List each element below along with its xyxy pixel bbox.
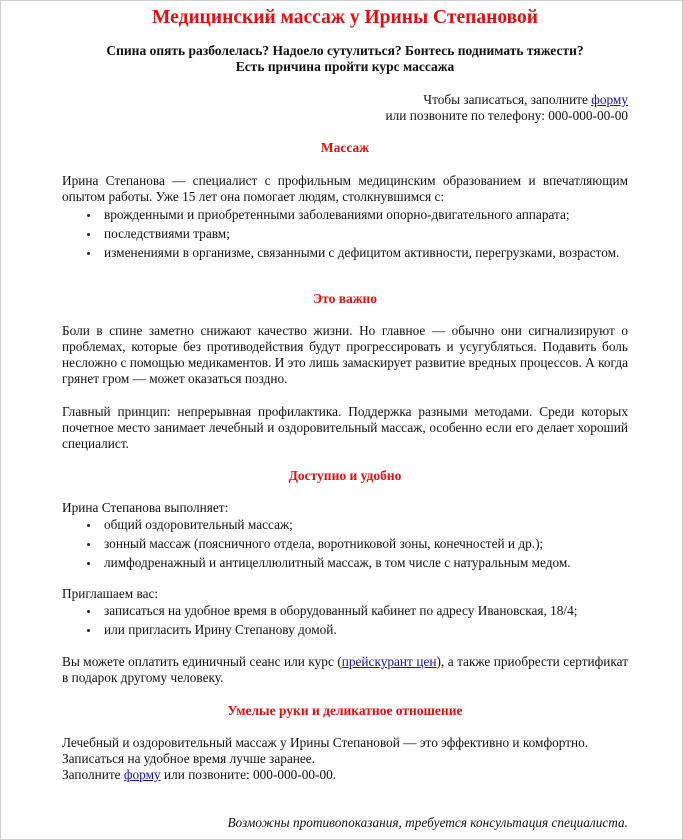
form-link-top[interactable]: форму (591, 92, 628, 107)
hands-line-3-prefix: Заполните (62, 767, 124, 782)
list-item: зонный массаж (поясничного отдела, воротниковой зоны, конечностей и др.); (62, 536, 628, 552)
form-link-bottom[interactable]: форму (123, 767, 161, 782)
payment-text-suffix: ), а также приобрести сертификат в подарок другому человеку. (62, 654, 629, 685)
price-list-link[interactable]: прейскурант цен (341, 654, 437, 669)
section-heading-massage: Массаж (320, 140, 370, 155)
list-item: изменениями в организме, связанными с дефицитом активности, перегрузками, возрастом. (62, 245, 628, 261)
massage-intro: Ирина Степанова — специалист с профильным медицинским образованием и впечатляющим опытом работы. Уже 15 лет она помогает людям, столкнувшимся с: (62, 173, 628, 204)
hands-line-2: Записаться на удобное время лучше заранее. (62, 751, 316, 766)
contact-line-2: или позвоните по телефону: 000-000-00-00 (385, 108, 628, 123)
contact-block (386, 92, 628, 124)
list-item: общий оздоровительный массаж; (62, 517, 628, 533)
subtitle-line-2: Есть причина пройти курс массажа (235, 59, 455, 74)
hands-line-3-suffix: или позвоните: 000-000-00-00. (160, 767, 337, 782)
invite-intro: Приглашаем вас: (62, 586, 159, 601)
hands-paragraph (62, 735, 628, 783)
section-heading-hands: Умелые руки и деликатное отношение (227, 703, 463, 718)
important-paragraph-1: Боли в спине заметно снижают качество жизни. Но главное — обычно они сигнализируют о проблемах, которые без противодействия будут прогрессировать и усугубляться. Подавить боль несложно с помощью медикаментов. И это лишь замаскирует развитие вредных процессов. А когда грянет гром — может оказаться поздно. (62, 323, 628, 386)
payment-text-prefix: Вы можете оплатить единичный сеанс или курс ( (62, 654, 342, 669)
services-list (62, 517, 628, 574)
list-item: записаться на удобное время в оборудованный кабинет по адресу Ивановская, 18/4; (62, 603, 628, 619)
payment-paragraph (62, 654, 628, 686)
page-title: Медицинский массаж у Ирины Степановой (152, 7, 538, 28)
contact-line-1 (386, 92, 628, 108)
services-intro: Ирина Степанова выполняет: (62, 500, 229, 515)
list-item: или пригласить Ирину Степанову домой. (62, 622, 628, 638)
contact-line-1-text: Чтобы записаться, заполните (423, 92, 592, 107)
disclaimer: Возможны противопоказания, требуется консультация специалиста. (227, 815, 628, 830)
important-paragraph-2: Главный принцип: непрерывная профилактика. Поддержка разными методами. Среди которых почетное место занимает лечебный и оздоровительный массаж, особенно если его делает хороший специалист. (62, 404, 628, 451)
massage-conditions-list (62, 207, 628, 264)
options-list (62, 603, 628, 641)
hands-line-3 (62, 767, 628, 783)
section-heading-accessible: Доступно и удобно (288, 468, 402, 483)
list-item: лимфодренажный и антицеллюлитный массаж, в том числе с натуральным медом. (62, 555, 628, 571)
hands-line-1: Лечебный и оздоровительный массаж у Ирины Степановой — это эффективно и комфортно. (62, 735, 589, 750)
subtitle-line-1: Спина опять разболелась? Надоело сутулиться? Бонтесь поднимать тяжести? (106, 43, 584, 58)
subtitle (62, 43, 628, 75)
list-item: последствиями травм; (62, 226, 628, 242)
section-heading-important: Это важно (312, 291, 378, 306)
list-item: врожденными и приобретенными заболеваниями опорно-двигательного аппарата; (62, 207, 628, 223)
